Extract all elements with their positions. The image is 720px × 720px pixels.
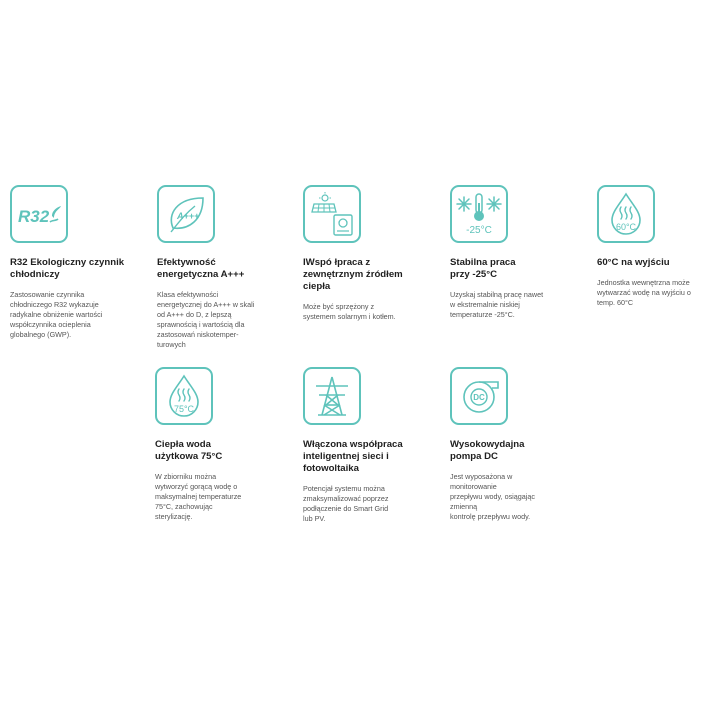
water-drop-60-icon [597,185,655,243]
feature-title: R32 Ekologiczny czynnik chłodniczy [10,257,125,280]
r32-icon-label: R32 [18,207,50,226]
feature-description: Uzyskaj stabilną pracę nawet w ekstremalnie niskiej temperaturze -25°C. [450,290,544,319]
feature-title: IWspó łpraca z zewnętrznym źródłem ciepła [303,257,403,292]
snowflake-thermometer-icon [450,185,508,243]
feature-description: Może być sprzężony z systemem solarnym i kotłem. [303,302,396,321]
feature-low-temperature [450,185,600,320]
feature-description: Jest wyposażona w monitorowanie przepływu wody, osiągając zmienną kontrolę przepływu wody. [450,472,535,521]
power-tower-icon [303,367,361,425]
solar-boiler-icon [303,185,361,243]
feature-description: Zastosowanie czynnika chłodniczego R32 wykazuje radykalne obniżenie wartości współczynnika ocieplenia globalnego (GWP). [10,290,103,339]
feature-smart-grid [303,367,453,524]
outlet-60-icon-label: 60°C [615,222,637,232]
low-temp-icon-label: -25°C [466,225,492,236]
feature-outlet-60 [597,185,720,308]
feature-external-heat-source [303,185,453,322]
feature-title: Stabilna praca przy -25°C [450,257,516,280]
hot-water-75-icon-label: 75°C [173,404,195,414]
feature-title: Włączona współpraca inteligentnej sieci i fotowoltaika [303,439,403,474]
efficiency-leaf-icon [157,185,215,243]
feature-title: Efektywność energetyczna A+++ [157,257,245,280]
feature-description: Potencjał systemu można zmaksymalizować poprzez podłączenie do Smart Grid lub PV. [303,484,389,523]
r32-refrigerant-icon [10,185,68,243]
efficiency-icon-label: A+++ [177,211,200,221]
feature-efficiency [157,185,307,350]
feature-description: Klasa efektywności energetycznej do A+++ w skali od A+++ do D, z lepszą sprawnością i wartością dla zastosowań niskotemper- turowych [157,290,255,349]
feature-title: Wysokowydajna pompa DC [450,439,525,462]
feature-hot-water-75 [155,367,305,522]
feature-description: W zbiorniku można wytworzyć gorącą wodę o maksymalnej temperaturze 75°C, zachowując sterylizację. [155,472,242,521]
feature-r32 [10,185,160,340]
feature-title: Ciepła woda użytkowa 75°C [155,439,223,462]
dc-pump-icon [450,367,508,425]
feature-title: 60°C na wyjściu [597,257,670,268]
feature-description: Jednostka wewnętrzna może wytwarzać wodę na wyjściu o temp. 60°C [597,278,691,307]
feature-dc-pump [450,367,600,522]
dc-pump-icon-label: DC [473,393,485,402]
water-drop-75-icon [155,367,213,425]
